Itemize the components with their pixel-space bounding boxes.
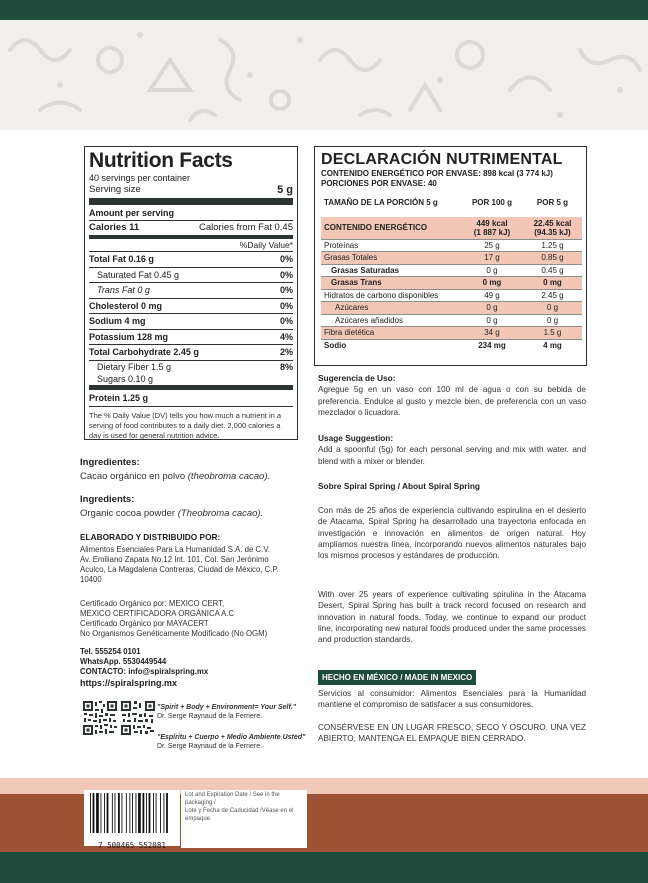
cert-line: Certificado Orgánico por MAYACERT: [80, 619, 209, 628]
calories-row: [89, 221, 293, 239]
quote-english: [157, 703, 296, 721]
lot-line: Lote y Fecha de Caducidad /Véase en el empaque: [185, 808, 294, 822]
barcode-bar: [101, 793, 102, 833]
nutrient-name: Potassium 128 mg: [89, 331, 169, 342]
declaracion-title: DECLARACIÓN NUTRIMENTAL: [321, 151, 563, 168]
barcode-bar: [118, 793, 120, 833]
row-name: Proteínas: [321, 239, 461, 252]
row-value-100g: 0 g: [461, 302, 523, 315]
row-value-5g: 1.5 g: [523, 327, 582, 340]
nutrient-row-potassium: [89, 330, 293, 346]
row-value-100g: 449 kcal (1 887 kJ): [461, 217, 523, 240]
barcode-bar: [166, 793, 168, 833]
column-header: TAMAÑO DE LA PORCIÓN 5 g: [324, 198, 438, 207]
table-row: [321, 327, 582, 340]
row-value-5g: 22.45 kcal (94.35 kJ): [523, 217, 582, 240]
barcode-bar: [146, 793, 147, 833]
row-value-5g: 2.45 g: [523, 289, 582, 302]
nutrient-name: Cholesterol 0 mg: [89, 300, 163, 311]
ingredientes-italic: (theobroma cacao).: [187, 470, 271, 482]
row-name: Grasas Totales: [321, 252, 461, 265]
row-value-5g: 0.45 g: [523, 264, 582, 277]
barcode-bar: [160, 793, 161, 833]
column-header: POR 100 g: [471, 198, 512, 207]
row-name: CONTENIDO ENERGÉTICO: [321, 217, 461, 240]
nutrient-row-total-carbohydrate: [89, 345, 293, 361]
lot-line: Lot and Expiration Date / See in the packaging /: [185, 792, 280, 806]
decorative-pattern: [0, 20, 648, 130]
nutrient-row-saturated-fat: [89, 268, 293, 284]
nutrient-dv: 4%: [279, 331, 293, 342]
nutrient-name: Sugars 0.10 g: [97, 373, 154, 384]
nutrition-facts-title: Nutrition Facts: [89, 149, 233, 172]
table-row: [321, 277, 582, 290]
declaracion-nutrimental-panel: [314, 146, 587, 366]
row-name: Grasas Saturadas: [321, 264, 461, 277]
usage-title: Usage Suggestion:: [318, 433, 394, 443]
nutrition-facts-panel: [84, 146, 298, 440]
nutrient-row-total-fat: [89, 252, 293, 268]
cert-line: No Organismos Genéticamente Modificado (No OGM): [80, 629, 268, 638]
qr-code: [120, 700, 156, 736]
serving-size-value: 5 g: [277, 184, 293, 196]
table-header-row: [321, 197, 582, 209]
row-name: Grasas Trans: [321, 277, 461, 290]
table-row: [321, 239, 582, 252]
elaborado-section: [80, 532, 308, 585]
barcode-bar: [122, 793, 123, 833]
elaborado-title: ELABORADO Y DISTRIBUIDO POR:: [80, 532, 221, 542]
quote-author: Dr. Serge Raynaud de la Ferriere.: [157, 743, 263, 750]
row-name: Azúcares: [321, 302, 461, 315]
sugerencia-section: [318, 373, 586, 418]
contact-section: [80, 647, 308, 689]
contact-email: CONTACTO: info@spiralspring.mx: [80, 667, 209, 676]
nutrient-name: Saturated Fat 0.45 g: [97, 269, 180, 280]
barcode-bar: [129, 793, 130, 833]
amount-per-serving: Amount per serving: [89, 205, 293, 221]
row-value-5g: 0 g: [523, 302, 582, 315]
cert-line: MEXICO CERTIFICADORA ORGÁNICA A.C: [80, 609, 235, 618]
barcode-bar: [107, 793, 109, 833]
barcode-bar: [138, 793, 141, 833]
about-text-en: With over 25 years of experience cultivating spirulina in the Atacama Desert, Spiral Spring has built a track record focused on research and innovation in natural foods. Today, we continue to expand our product line, incorporating new natural foods produced under the same processes and production standards.: [318, 590, 586, 645]
porciones-por-envase: PORCIONES POR ENVASE: 40: [321, 179, 437, 188]
qr-code: [82, 700, 118, 736]
column-header: POR 5 g: [536, 198, 569, 207]
declaracion-table: [321, 197, 582, 351]
serving-size-row: [89, 184, 293, 205]
about-text-es: Con más de 25 años de experiencia cultivando espirulina en el desierto de Atacama, Spiral Spring ha desarrollado una trayectoria enfocada en investigación e innovación en alimentos de origen natural. Hoy ampliamos nuestra línea, incorporando nuevos alimentos naturales bajo los mismos procesos y estándares de producción.: [318, 506, 586, 561]
table-row: [321, 314, 582, 327]
nutrient-name: Total Carbohydrate 2.45 g: [89, 347, 199, 357]
whatsapp-number: WhatsApp. 5530449544: [80, 657, 167, 666]
nutrient-row-protein: [89, 390, 293, 407]
row-value-100g: 34 g: [461, 327, 523, 340]
barcode: [84, 790, 180, 850]
row-value-5g: 0 g: [523, 314, 582, 327]
ingredientes-title: Ingredientes:: [80, 457, 140, 468]
certification-section: [80, 599, 308, 639]
nutrient-row-cholesterol: [89, 299, 293, 315]
ingredientes-text: Cacao orgánico en polvo: [80, 470, 186, 482]
barcode-bar: [156, 793, 157, 833]
row-value-5g: 1.25 g: [523, 239, 582, 252]
barcode-bar: [115, 793, 116, 833]
quote-author: Dr. Serge Raynaud de la Ferriere.: [157, 713, 263, 720]
barcode-bar: [126, 793, 127, 833]
nutrient-row-sugars: [89, 374, 293, 390]
quote-text: "Espíritu + Cuerpo + Medio Ambiente Usted": [157, 734, 306, 741]
ingredients-text: Organic cocoa powder: [80, 507, 176, 519]
ingredients-section: [80, 495, 308, 520]
row-value-100g: 0 g: [461, 314, 523, 327]
row-value-100g: 49 g: [461, 289, 523, 302]
quote-spanish: [157, 733, 305, 751]
sugerencia-text: Agregue 5g en un vaso con 100 ml de agua o con su bebida de preferencia. Endulce al gusto y mezcle bien, de preferencia con un vaso mezclador o licuadora.: [318, 385, 586, 417]
row-value-5g: 0 mg: [523, 277, 582, 290]
ingredients-italic: (Theobroma cacao).: [177, 507, 264, 519]
row-name: Hidratos de carbono disponibles: [321, 289, 461, 302]
barcode-bar: [104, 793, 105, 833]
website-url: https://spiralspring.mx: [80, 678, 178, 688]
table-row: [321, 289, 582, 302]
nutrient-name: Trans Fat 0 g: [97, 285, 150, 295]
phone-number: Tel. 555254 0101: [80, 647, 141, 656]
about-title: Sobre Spiral Spring / About Spiral Spring: [318, 481, 480, 491]
row-value-100g: 17 g: [461, 252, 523, 265]
nutrient-dv: 8%: [279, 361, 293, 372]
row-name: Sodio: [324, 340, 347, 350]
lot-expiration-box: [181, 790, 307, 848]
address-line: 10400: [80, 574, 102, 584]
barcode-bar: [90, 793, 91, 833]
made-in-mexico-badge: HECHO EN MÉXICO / MADE IN MEXICO: [318, 670, 476, 685]
nutrient-row-dietary-fiber: [89, 361, 293, 374]
servicios-text: Servicios al consumidor: Alimentos Esenciales para la Humanidad mantiene el compromiso de satisfacer a sus consumidores.: [318, 689, 586, 710]
nutrient-name: Total Fat 0.16 g: [89, 254, 154, 264]
top-color-bar: [0, 0, 648, 20]
ingredients-title: Ingredients:: [80, 494, 135, 505]
table-row: [321, 339, 582, 351]
address-line: Av. Emiliano Zapata No.12 Int. 101, Col. San Jerónimo: [80, 554, 269, 564]
barcode-number: 7 500465 552081: [98, 841, 166, 850]
bottom-color-bar: [0, 852, 648, 883]
nutrient-dv: 0%: [279, 285, 293, 295]
barcode-bar: [153, 793, 154, 833]
nutrient-name: Protein 1.25 g: [89, 392, 149, 403]
barcode-bar: [112, 793, 113, 833]
storage-instructions: CONSÉRVESE EN UN LUGAR FRESCO, SECO Y OSCURO. UNA VEZ ABIERTO, MANTENGA EL EMPAQUE BIEN CERRADO.: [318, 723, 586, 744]
table-row: [321, 264, 582, 277]
barcode-bar: [96, 793, 99, 833]
table-row: [321, 217, 582, 240]
calories-from-fat: Calories from Fat 0.45: [199, 222, 293, 233]
barcode-bar: [149, 793, 151, 833]
row-value-100g: 25 g: [461, 239, 523, 252]
serving-size-label: Serving size: [89, 184, 141, 195]
daily-value-footnote: The % Daily Value (DV) tells you how much a nutrient in a serving of food contributes to a daily diet. 2,000 calories a day is used for general nutrition advice.: [89, 410, 282, 440]
row-value-5g: 4 mg: [543, 340, 562, 350]
row-value-100g: 0 mg: [461, 277, 523, 290]
contenido-energetico-envase: CONTENIDO ENERGÉTICO POR ENVASE: 898 kcal (3 774 kJ): [321, 169, 553, 178]
row-value-5g: 0.85 g: [523, 252, 582, 265]
barcode-bar: [164, 793, 165, 833]
table-row: [321, 302, 582, 315]
nutrient-dv: 0%: [279, 269, 293, 280]
barcode-bar: [136, 793, 137, 833]
daily-value-header: %Daily Value*: [89, 239, 293, 252]
nutrient-row-trans-fat: [89, 283, 293, 299]
quote-text: "Spirit + Body + Environment= Your Self.": [157, 704, 297, 711]
servings-per-container: 40 servings per container: [89, 173, 191, 183]
cert-line: Certificado Orgánico por: MEXICO CERT,: [80, 599, 225, 608]
address-line: Aculco, La Magdalena Contreras, Ciudad de México, C.P.: [80, 564, 279, 574]
usage-text: Add a spoonful (5g) for each personal serving and mix with water. and blend with a mixer or blender.: [318, 445, 586, 466]
nutrient-dv: 0%: [279, 300, 293, 311]
calories-label: Calories 11: [89, 222, 140, 233]
row-value-100g: 234 mg: [478, 340, 506, 350]
nutrient-dv: 0%: [279, 254, 293, 264]
made-in-mexico-section: [318, 670, 586, 685]
nutrient-row-sodium: [89, 314, 293, 330]
barcode-bars: [84, 790, 180, 836]
barcode-bar: [143, 793, 145, 833]
nutrient-name: Dietary Fiber 1.5 g: [97, 361, 172, 372]
row-name: Azúcares añadidos: [321, 314, 461, 327]
address-line: Alimentos Esenciales Para La Humanidad S.A. de C.V.: [80, 544, 270, 554]
table-row: [321, 252, 582, 265]
ingredientes-section: [80, 458, 308, 483]
usage-section: [318, 433, 586, 467]
nutrient-dv: 0%: [279, 316, 293, 326]
row-name: Fibra dietética: [321, 327, 461, 340]
about-section: [318, 481, 586, 492]
barcode-bar: [132, 793, 133, 833]
row-value-100g: 0 g: [461, 264, 523, 277]
nutrient-dv: 2%: [279, 347, 293, 357]
barcode-bar: [93, 793, 95, 833]
sugerencia-title: Sugerencia de Uso:: [318, 373, 396, 383]
nutrient-name: Sodium 4 mg: [89, 316, 146, 326]
